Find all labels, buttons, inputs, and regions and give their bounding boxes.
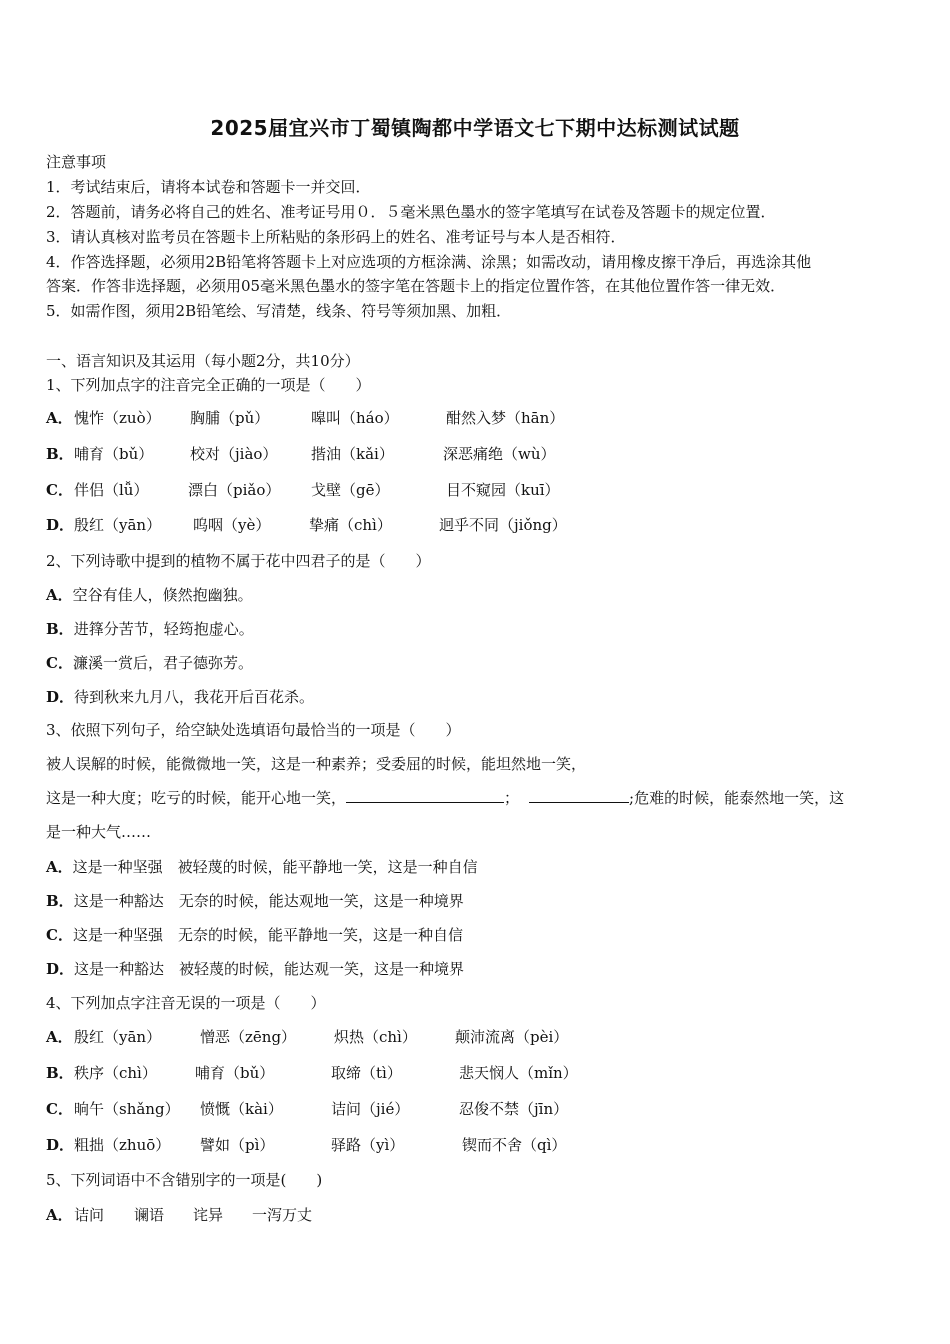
- question-3-passage: [46, 788, 902, 808]
- q3-option-a: [46, 857, 478, 877]
- q1-option-c-label: C．: [46, 481, 73, 499]
- q4-option-d-word: 驿路（yì）: [331, 1136, 405, 1154]
- option-text: 这是一种豁达 无奈的时候，能达观地一笑，这是一种境界: [73, 892, 464, 910]
- q1-option-b-label: B．: [46, 445, 74, 463]
- option-label: A．: [46, 858, 73, 876]
- notice-item: 4．作答选择题，必须用2B铅笔将答题卡上对应选项的方框涂满、涂黑；如需改动，请用橡皮擦干净后，再选涂其他: [46, 253, 812, 271]
- q1-option-d-word: 殷红（yān）: [74, 516, 162, 534]
- q1-option-b-word: 深恶痛绝（wù）: [443, 445, 556, 463]
- q1-option-c-word: 目不窥园（kuī）: [446, 481, 560, 499]
- q3-option-c: [46, 925, 463, 945]
- q2-option-c: [46, 653, 253, 673]
- question-3-stem: 3、依照下列句子，给空缺处选填语句最恰当的一项是（ ）: [46, 721, 461, 739]
- option-text: 这是一种坚强 被轻蔑的时候，能平静地一笑，这是一种自信: [72, 858, 478, 876]
- q1-option-d-word: 挚痛（chì）: [309, 516, 392, 534]
- notice-item: 1．考试结束后，请将本试卷和答题卡一并交回．: [46, 178, 371, 196]
- section-heading: 一、语言知识及其运用（每小题2分，共10分）: [46, 352, 360, 370]
- q5-option-a-label: A．: [46, 1206, 73, 1224]
- notice-item: 2．答题前，请务必将自己的姓名、准考证号用０．５毫米黑色墨水的签字笔填写在试卷及答题卡的规定位置．: [46, 203, 776, 221]
- passage-text: 这是一种大度；吃亏的时候，能开心地一笑，: [46, 789, 347, 807]
- option-text: 空谷有佳人，倏然抱幽独。: [72, 586, 253, 604]
- q2-option-a: [46, 585, 253, 605]
- q4-option-a-word: 炽热（chì）: [334, 1028, 417, 1046]
- q4-option-d-word: 锲而不舍（qì）: [462, 1136, 567, 1154]
- q2-option-d: [46, 687, 314, 707]
- question-3-passage: 是一种大气……: [46, 823, 152, 841]
- q4-option-a-label: A．: [46, 1028, 73, 1046]
- q1-option-c-word: 伴侣（lǚ）: [74, 481, 149, 499]
- option-label: D．: [46, 960, 75, 978]
- option-text: 濂溪一赏后，君子德弥芳。: [72, 654, 253, 672]
- q1-option-a-word: 愧怍（zuò）: [74, 409, 161, 427]
- q4-option-c-label: C．: [46, 1100, 73, 1118]
- q4-option-b-word: 哺育（bǔ）: [195, 1064, 275, 1082]
- page-title: 2025届宜兴市丁蜀镇陶都中学语文七下期中达标测试试题: [210, 116, 740, 140]
- question-1-stem: 1、下列加点字的注音完全正确的一项是（ ）: [46, 376, 371, 394]
- question-3-passage: 被人误解的时候，能微微地一笑，这是一种素养；受委屈的时候，能坦然地一笑，: [46, 755, 587, 773]
- q1-option-c-word: 戈壁（gē）: [311, 481, 390, 499]
- q4-option-d-word: 譬如（pì）: [200, 1136, 275, 1154]
- notice-item: 3．请认真核对监考员在答题卡上所粘贴的条形码上的姓名、准考证号与本人是否相符．: [46, 228, 626, 246]
- q1-option-a-word: 嗥叫（háo）: [311, 409, 399, 427]
- notice-heading: 注意事项: [46, 153, 107, 171]
- q4-option-c-word: 忍俊不禁（jīn）: [459, 1100, 569, 1118]
- question-4-stem: 4、下列加点字注音无误的一项是（ ）: [46, 994, 326, 1012]
- q4-option-b-label: B．: [46, 1064, 74, 1082]
- q4-option-d-word: 粗拙（zhuō）: [74, 1136, 171, 1154]
- passage-text: ；: [504, 789, 520, 807]
- q1-option-c-word: 漂白（piǎo）: [188, 481, 281, 499]
- option-text: 这是一种豁达 被轻蔑的时候，能达观一笑，这是一种境界: [74, 960, 465, 978]
- option-label: C．: [46, 926, 73, 944]
- q5-option-a-word: 谰语: [134, 1206, 165, 1224]
- question-2-stem: 2、下列诗歌中提到的植物不属于花中四君子的是（ ）: [46, 552, 431, 570]
- passage-text: ;危难的时候，能泰然地一笑，这: [629, 789, 845, 807]
- q1-option-a-word: 酣然入梦（hān）: [446, 409, 565, 427]
- q1-option-d-word: 迥乎不同（jiǒng）: [439, 516, 567, 534]
- q2-option-b: [46, 619, 254, 639]
- question-5-stem: 5、下列词语中不含错别字的一项是( ): [46, 1171, 323, 1189]
- q4-option-c-word: 愤慨（kài）: [200, 1100, 283, 1118]
- q1-option-a-word: 胸脯（pǔ）: [190, 409, 270, 427]
- q4-option-b-word: 悲天悯人（mǐn）: [459, 1064, 578, 1082]
- q1-option-b-word: 揩油（kǎi）: [311, 445, 394, 463]
- q4-option-c-word: 晌午（shǎng）: [74, 1100, 180, 1118]
- option-text: 这是一种坚强 无奈的时候，能平静地一笑，这是一种自信: [72, 926, 463, 944]
- option-label: B．: [46, 620, 74, 638]
- q4-option-a-word: 憎恶（zēng）: [200, 1028, 297, 1046]
- option-label: A．: [46, 586, 73, 604]
- fill-blank: [346, 788, 504, 803]
- q1-option-b-word: 哺育（bǔ）: [74, 445, 154, 463]
- q4-option-b-word: 秩序（chì）: [74, 1064, 157, 1082]
- fill-blank: [529, 788, 629, 803]
- notice-item: 5．如需作图，须用2B铅笔绘、写清楚，线条、符号等须加黑、加粗．: [46, 302, 512, 320]
- q4-option-c-word: 诘问（jié）: [331, 1100, 410, 1118]
- q5-option-a-word: 诘问: [74, 1206, 105, 1224]
- q4-option-b-word: 取缔（tì）: [331, 1064, 402, 1082]
- q5-option-a-word: 诧异: [193, 1206, 224, 1224]
- q1-option-b-word: 校对（jiào）: [190, 445, 278, 463]
- q4-option-d-label: D．: [46, 1136, 75, 1154]
- q5-option-a-word: 一泻万丈: [252, 1206, 313, 1224]
- q1-option-a-label: A．: [46, 409, 73, 427]
- q1-option-d-word: 呜咽（yè）: [193, 516, 271, 534]
- q3-option-b: [46, 891, 464, 911]
- q1-option-d-label: D．: [46, 516, 75, 534]
- q4-option-a-word: 颠沛流离（pèi）: [455, 1028, 569, 1046]
- q4-option-a-word: 殷红（yān）: [74, 1028, 162, 1046]
- option-label: C．: [46, 654, 73, 672]
- option-label: D．: [46, 688, 75, 706]
- option-text: 待到秋来九月八，我花开后百花杀。: [74, 688, 315, 706]
- option-text: 进箨分苦节，轻筠抱虚心。: [73, 620, 254, 638]
- option-label: B．: [46, 892, 74, 910]
- q3-option-d: [46, 959, 464, 979]
- notice-item: 答案．作答非选择题，必须用05毫米黑色墨水的签字笔在答题卡上的指定位置作答，在其他位置作答一律无效．: [46, 277, 786, 295]
